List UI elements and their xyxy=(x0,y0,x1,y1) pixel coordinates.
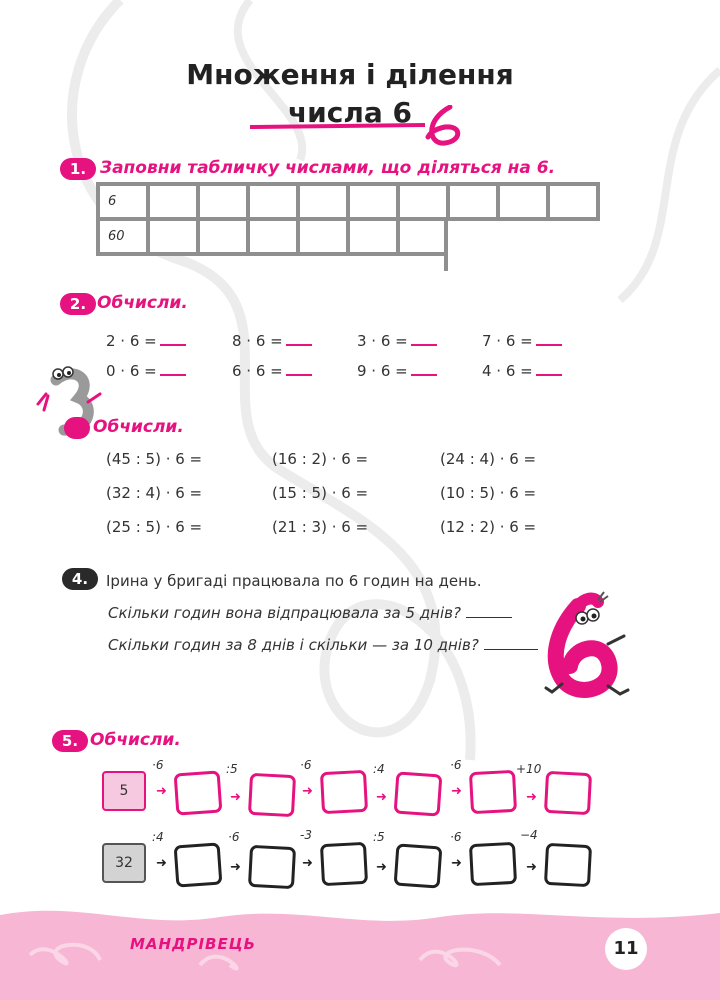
task2-expr: 7 · 6 = xyxy=(482,330,562,350)
chain2-answer-box[interactable] xyxy=(394,843,443,888)
table-row2-edge xyxy=(444,221,448,271)
chain1-op: :4 xyxy=(373,762,385,776)
table-cell[interactable] xyxy=(300,186,346,217)
chain2-answer-box[interactable] xyxy=(469,842,517,886)
table-cell[interactable] xyxy=(250,186,296,217)
page-subtitle: числа 6 xyxy=(287,96,413,129)
table-cell[interactable] xyxy=(400,186,446,217)
page-number: 11 xyxy=(605,928,647,970)
chain1-answer-box[interactable] xyxy=(320,770,368,814)
table-cell[interactable] xyxy=(250,221,296,252)
answer-blank[interactable] xyxy=(160,360,186,376)
task5-text: Обчисли. xyxy=(90,730,181,750)
task3-expr: (21 : 3) · 6 = xyxy=(272,518,369,536)
chain2-op: −4 xyxy=(520,828,538,842)
table-cell[interactable] xyxy=(150,186,196,217)
task4-number: 4. xyxy=(62,568,98,590)
table-cell[interactable] xyxy=(200,186,246,217)
answer-blank[interactable] xyxy=(160,330,186,346)
character-six-icon xyxy=(538,588,638,708)
table-cell[interactable] xyxy=(350,186,396,217)
arrow-right-icon: ➜ xyxy=(451,856,462,871)
chain2-answer-box[interactable] xyxy=(174,842,223,887)
table-cell[interactable] xyxy=(200,221,246,252)
chain2-answer-box[interactable] xyxy=(544,843,592,887)
chain2-op: :5 xyxy=(373,830,385,844)
answer-blank[interactable] xyxy=(411,360,437,376)
arrow-right-icon: ➜ xyxy=(376,790,387,805)
table-cell-row1-first: 6 xyxy=(100,186,146,217)
task2-number: 2. xyxy=(60,293,96,315)
title-six-underline xyxy=(240,105,480,150)
task2-text: Обчисли. xyxy=(97,293,188,313)
table-cell[interactable] xyxy=(550,186,596,217)
answer-line[interactable] xyxy=(484,635,538,650)
chain1-op: :5 xyxy=(226,762,238,776)
table-cell[interactable] xyxy=(450,186,496,217)
table-cell[interactable] xyxy=(400,221,446,252)
table-cell-row2-first: 60 xyxy=(100,221,146,252)
task3-expr: (15 : 5) · 6 = xyxy=(272,484,369,502)
task4-line3: Скільки годин за 8 днів і скільки — за 10 днів? xyxy=(108,635,538,654)
chain2-op: :4 xyxy=(152,830,164,844)
chain1-answer-box[interactable] xyxy=(544,771,592,815)
chain2-answer-box[interactable] xyxy=(248,845,296,889)
table-cell[interactable] xyxy=(300,221,346,252)
chain1-op: ·6 xyxy=(300,758,312,772)
chain1-answer-box[interactable] xyxy=(174,770,223,815)
task3-expr: (24 : 4) · 6 = xyxy=(440,450,537,468)
task3-expr: (16 : 2) · 6 = xyxy=(272,450,369,468)
task5-number: 5. xyxy=(52,730,88,752)
task2-expr: 9 · 6 = xyxy=(357,360,437,380)
answer-blank[interactable] xyxy=(286,330,312,346)
arrow-right-icon: ➜ xyxy=(230,860,241,875)
answer-blank[interactable] xyxy=(536,330,562,346)
task2-expr: 8 · 6 = xyxy=(232,330,312,350)
chain2-op: ·6 xyxy=(450,830,462,844)
chain2-start: 32 xyxy=(102,843,146,883)
arrow-right-icon: ➜ xyxy=(376,860,387,875)
chain2-op: ·6 xyxy=(228,830,240,844)
task3-expr: (32 : 4) · 6 = xyxy=(106,484,203,502)
task2-expr: 4 · 6 = xyxy=(482,360,562,380)
task3-expr: (12 : 2) · 6 = xyxy=(440,518,537,536)
chain1-start: 5 xyxy=(102,771,146,811)
chain1-answer-box[interactable] xyxy=(469,770,517,814)
brand-logo: МАНДРІВЕЦЬ xyxy=(130,935,257,953)
arrow-right-icon: ➜ xyxy=(156,856,167,871)
chain1-op: ·6 xyxy=(152,758,164,772)
answer-blank[interactable] xyxy=(286,360,312,376)
table-row2-mask xyxy=(448,221,608,271)
task1-number: 1. xyxy=(60,158,96,180)
task2-expr: 0 · 6 = xyxy=(106,360,186,380)
chain2-answer-box[interactable] xyxy=(320,842,368,886)
arrow-right-icon: ➜ xyxy=(156,784,167,799)
table-cell[interactable] xyxy=(500,186,546,217)
task4-line2: Скільки годин вона відпрацювала за 5 днів? xyxy=(108,603,512,622)
answer-blank[interactable] xyxy=(411,330,437,346)
arrow-right-icon: ➜ xyxy=(230,790,241,805)
chain1-op: ·6 xyxy=(450,758,462,772)
arrow-right-icon: ➜ xyxy=(302,784,313,799)
task2-expr: 6 · 6 = xyxy=(232,360,312,380)
table-cell[interactable] xyxy=(150,221,196,252)
chain1-answer-box[interactable] xyxy=(394,771,443,816)
answer-blank[interactable] xyxy=(536,360,562,376)
task3-number xyxy=(64,417,90,439)
task4-line1: Ірина у бригаді працювала по 6 годин на день. xyxy=(106,572,482,590)
arrow-right-icon: ➜ xyxy=(526,790,537,805)
arrow-right-icon: ➜ xyxy=(451,784,462,799)
task3-expr: (25 : 5) · 6 = xyxy=(106,518,203,536)
arrow-right-icon: ➜ xyxy=(526,860,537,875)
arrow-right-icon: ➜ xyxy=(302,856,313,871)
chain2-op: -3 xyxy=(300,828,312,842)
task3-expr: (10 : 5) · 6 = xyxy=(440,484,537,502)
chain1-answer-box[interactable] xyxy=(248,773,296,817)
task2-expr: 3 · 6 = xyxy=(357,330,437,350)
task1-text: Заповни табличку числами, що діляться на 6. xyxy=(100,158,556,178)
task3-text: Обчисли. xyxy=(93,417,184,437)
task2-expr: 2 · 6 = xyxy=(106,330,186,350)
table-cell[interactable] xyxy=(350,221,396,252)
answer-line[interactable] xyxy=(466,603,512,618)
task3-expr: (45 : 5) · 6 = xyxy=(106,450,203,468)
page-title: Множення і ділення xyxy=(186,58,514,91)
chain1-op: +10 xyxy=(516,762,542,776)
